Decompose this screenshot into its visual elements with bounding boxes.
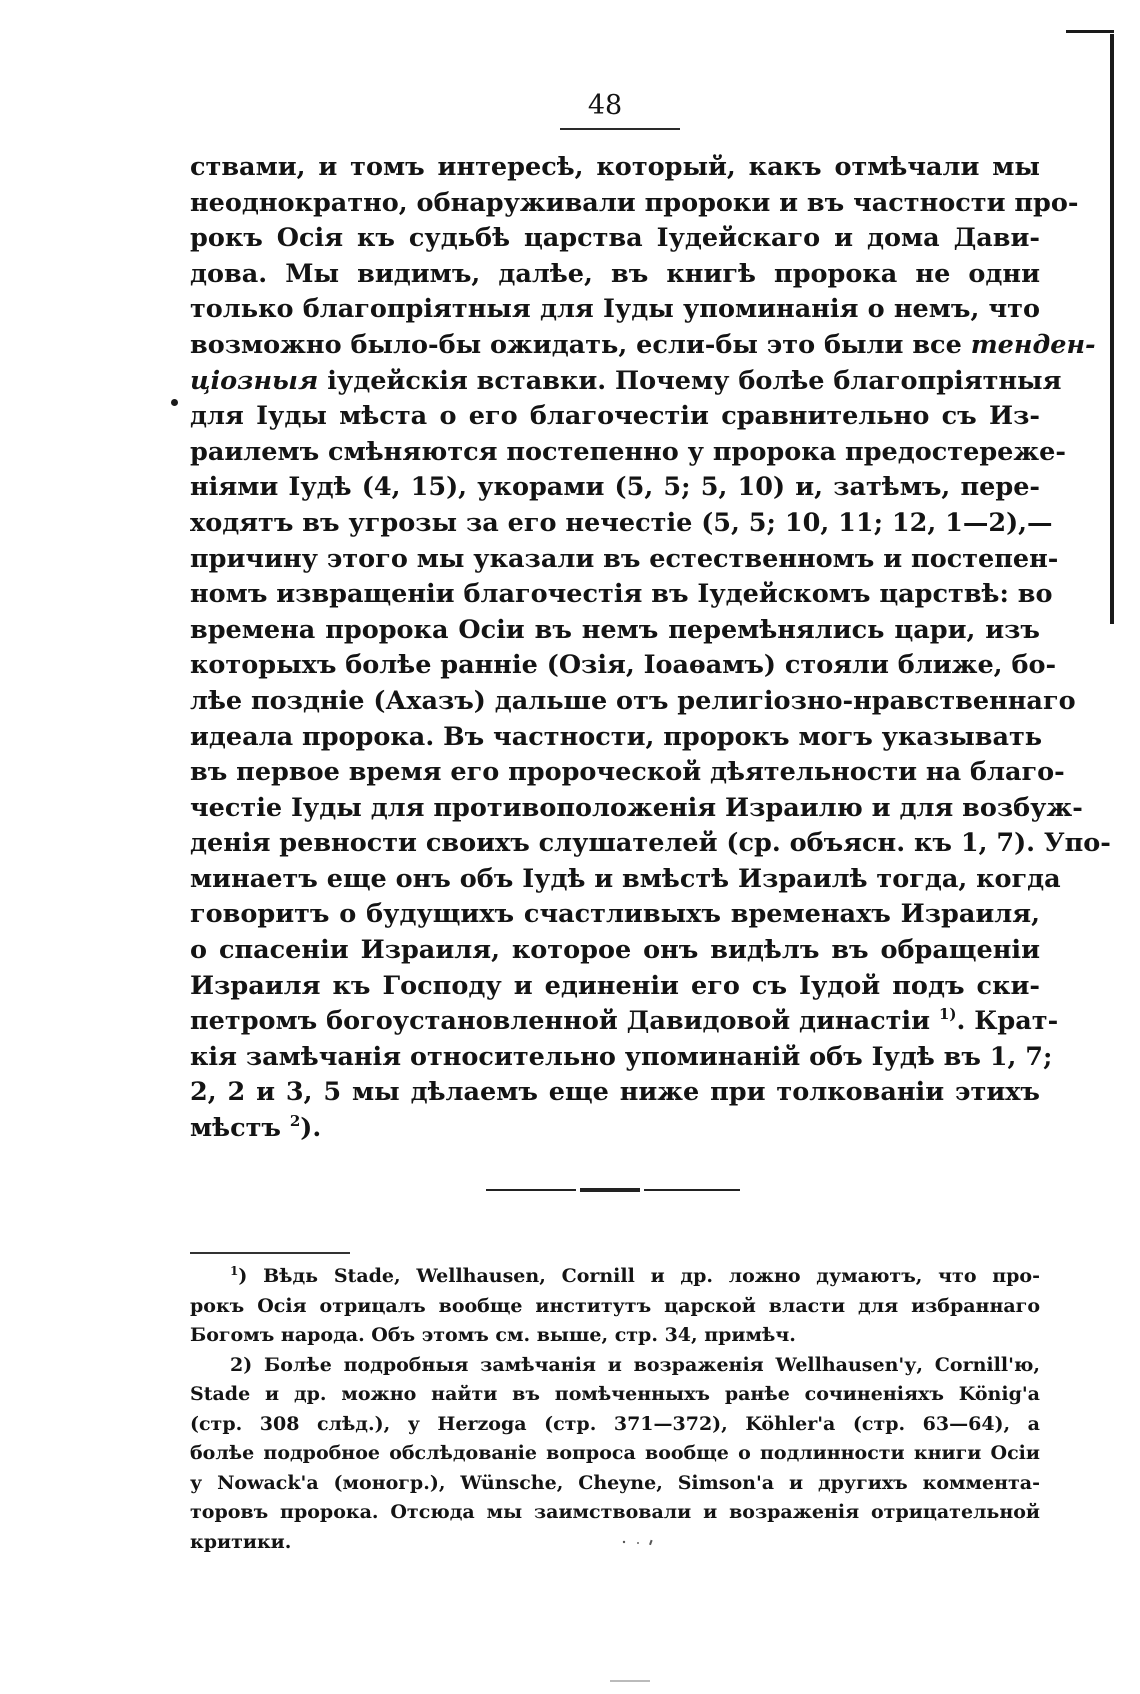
- text-line: для Іуды мѣста о его благочестіи сравнительно съ Из-: [190, 401, 1040, 432]
- footnote-line: Stade и др. можно найти въ помѣченныхъ ранѣе сочиненіяхъ König'a: [190, 1383, 1040, 1405]
- text-fragment: . Крат-: [956, 1006, 1059, 1037]
- footnote-line: (стр. 308 слѣд.), у Herzoga (стр. 371—372), Köhler'a (стр. 63—64), а: [190, 1412, 1040, 1435]
- text-line: которыхъ болѣе ранніе (Озія, Іоаѳамъ) стояли ближе, бо-: [190, 650, 1057, 681]
- text-line: рокъ Осія къ судьбѣ царства Іудейскаго и дома Дави-: [190, 223, 1040, 254]
- text-line: кія замѣчанія относительно упоминаній объ Іудѣ въ 1, 7;: [190, 1041, 1053, 1072]
- page-number-rule: [560, 128, 680, 130]
- text-line: честіе Іуды для противоположенія Израилю и для возбуж-: [190, 792, 1083, 823]
- text-line: Израиля къ Господу и единеніи его съ Іудой подъ ски-: [190, 970, 1040, 1001]
- text-fragment: возможно было-бы ожидать, если-бы это были все: [190, 329, 962, 360]
- text-fragment: ).: [300, 1113, 322, 1144]
- text-line: лѣе поздніе (Ахазъ) дальше отъ религіозно-нравственнаго: [190, 685, 1076, 716]
- text-line: 2, 2 и 3, 5 мы дѣлаемъ еще ниже при толкованіи этихъ: [190, 1077, 1040, 1108]
- text-line-with-italic: [190, 328, 1096, 364]
- text-line: въ первое время его пророческой дѣятельности на благо-: [190, 757, 1065, 788]
- text-fragment: мѣстъ: [190, 1113, 281, 1144]
- footnote-line: болѣе подробное обслѣдованіе вопроса вообще о подлинности книги Осіи: [190, 1442, 1040, 1464]
- italic-word: ціозныя: [190, 365, 319, 396]
- footnote-line: торовъ пророка. Отсюда мы заимствовали и возраженія отрицательной: [190, 1501, 1040, 1523]
- text-line-with-footnote-ref: [190, 1111, 1040, 1147]
- footnotes-block: [190, 1262, 1040, 1557]
- text-line-with-italic: [190, 364, 1062, 400]
- page-edge-line: [1110, 34, 1114, 624]
- footnote-ref[interactable]: 1): [938, 1005, 957, 1024]
- footnote-text: ) Вѣдь Stade, Wellhausen, Cornill и др. ложно думаютъ, что про-: [238, 1265, 1040, 1287]
- footnote-line: у Nowack'a (моногр.), Wünsche, Cheyne, Simson'a и другихъ коммента-: [190, 1471, 1040, 1494]
- text-fragment: петромъ богоустановленной Давидовой династіи: [190, 1006, 931, 1037]
- text-line-with-footnote-ref: [190, 1004, 1059, 1040]
- text-line: говоритъ о будущихъ счастливыхъ временахъ Израиля,: [190, 899, 1040, 930]
- footnote-line: [190, 1262, 1040, 1292]
- italic-word: тенден-: [970, 329, 1096, 360]
- text-line: номъ извращеніи благочестія въ Іудейскомъ царствѣ: во: [190, 579, 1053, 610]
- page-number: 48: [587, 90, 623, 121]
- footnote-line: рокъ Осія отрицалъ вообще институтъ царской власти для избраннаго: [190, 1294, 1040, 1317]
- text-fragment: іудейскія вставки. Почему болѣе благопріятныя: [327, 365, 1062, 396]
- text-line: идеала пророка. Въ частности, пророкъ могъ указывать: [190, 721, 1043, 752]
- footnote-marker: 1: [230, 1264, 239, 1278]
- text-line: времена пророка Осіи въ немъ перемѣнялись цари, изъ: [190, 614, 1040, 645]
- print-specks: [620, 1538, 660, 1548]
- text-line: дова. Мы видимъ, далѣе, въ книгѣ пророка не одни: [190, 258, 1040, 289]
- section-divider: [486, 1189, 576, 1191]
- footnote-text: 2) Болѣе подробныя замѣчанія и возраженія Wellhausen'у, Cornill'ю,: [230, 1353, 1040, 1376]
- text-line: о спасеніи Израиля, которое онъ видѣлъ въ обращеніи: [190, 935, 1040, 966]
- margin-dot: [171, 399, 178, 406]
- footnote-line: Богомъ народа. Объ этомъ см. выше, стр. 34, примѣч.: [190, 1324, 796, 1346]
- text-line: раилемъ смѣняются постепенно у пророка предостереже-: [190, 436, 1066, 467]
- main-text-block: [190, 150, 1111, 1147]
- text-line: ходятъ въ угрозы за его нечестіе (5, 5; 10, 11; 12, 1—2),—: [190, 507, 1053, 538]
- text-line: неоднократно, обнаруживали пророки и въ частности про-: [190, 187, 1079, 218]
- text-line: причину этого мы указали въ естественномъ и постепен-: [190, 543, 1059, 574]
- section-divider: [644, 1189, 740, 1191]
- footnote-rule: [190, 1252, 350, 1254]
- footnote-line: критики.: [190, 1530, 292, 1553]
- text-line: ствами, и томъ интересѣ, который, какъ отмѣчали мы: [190, 152, 1040, 182]
- text-line: минаетъ еще онъ объ Іудѣ и вмѣстѣ Израилѣ тогда, когда: [190, 863, 1061, 894]
- footnote-ref[interactable]: 2: [289, 1112, 301, 1131]
- footnote-line: [190, 1351, 1040, 1381]
- text-line: только благопріятныя для Іуды упоминанія о немъ, что: [190, 294, 1040, 325]
- text-line: денія ревности своихъ слушателей (ср. объясн. къ 1, 7). Упо-: [190, 828, 1111, 859]
- page-edge-tick: [1066, 30, 1114, 33]
- scan-edge-mark: [610, 1680, 650, 1682]
- text-line: ніями Іудѣ (4, 15), укорами (5, 5; 5, 10) и, затѣмъ, пере-: [190, 472, 1040, 503]
- section-divider: [580, 1188, 640, 1192]
